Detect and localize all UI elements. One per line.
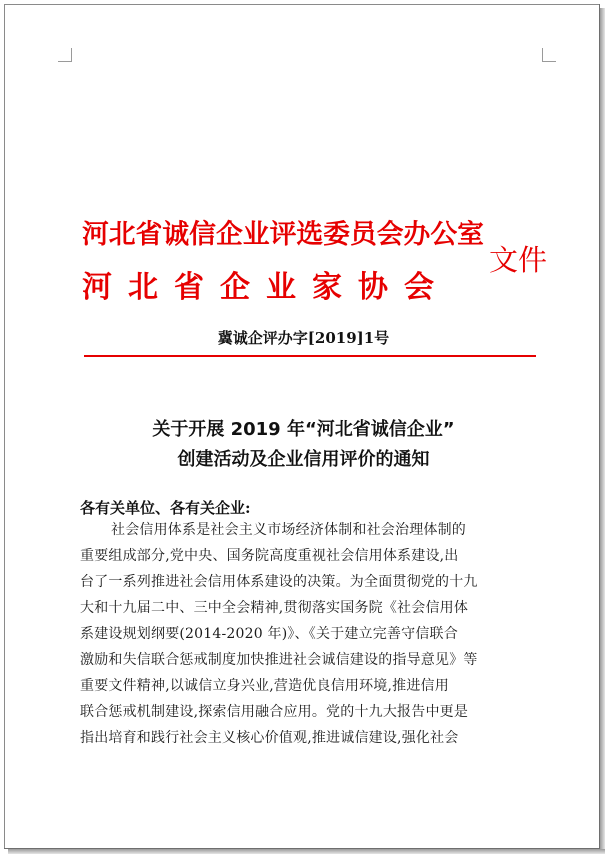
salutation: 各有关单位、各有关企业: [80,499,251,517]
body-paragraph-line: 大和十九届二中、三中全会精神,贯彻落实国务院《社会信用体 [80,600,469,616]
body-paragraph-line: 重要组成部分,党中央、国务院高度重视社会信用体系建设,出 [80,548,459,564]
letterhead-line-1: 河北省诚信企业评选委员会办公室 [82,219,484,250]
notice-title-line-2: 创建活动及企业信用评价的通知 [177,449,430,470]
body-paragraph-line: 重要文件精神,以诚信立身兴业,营造优良信用环境,推进信用 [80,678,449,694]
notice-title-line-1: 关于开展 2019 年“河北省诚信企业” [152,419,455,440]
page-border-top [4,4,600,5]
body-paragraph-line: 联合惩戒机制建设,探索信用融合应用。党的十九大报告中更是 [80,704,469,720]
letterhead-line-2: 河北省企业家协会 [82,270,450,305]
body-paragraph-line: 台了一系列推进社会信用体系建设的决策。为全面贯彻党的十九 [80,574,478,590]
body-paragraph-line: 系建设规划纲要(2014-2020 年)》、《关于建立完善守信联合 [80,626,458,642]
letterhead-red-rule [84,355,536,357]
body-paragraph-line: 指出培育和践行社会主义核心价值观,推进诚信建设,强化社会 [80,730,459,746]
page-shadow-bottom [8,849,605,854]
margin-corner-mark-top-right [542,48,556,62]
body-paragraph-line: 激励和失信联合惩戒制度加快推进社会诚信建设的指导意见》等 [80,652,478,668]
body-paragraph-line: 社会信用体系是社会主义市场经济体制和社会治理体制的 [111,522,466,538]
document-number: 冀诚企评办字[2019]1号 [217,329,390,347]
letterhead-suffix: 文件 [489,243,548,277]
margin-corner-mark-top-left [58,48,72,62]
